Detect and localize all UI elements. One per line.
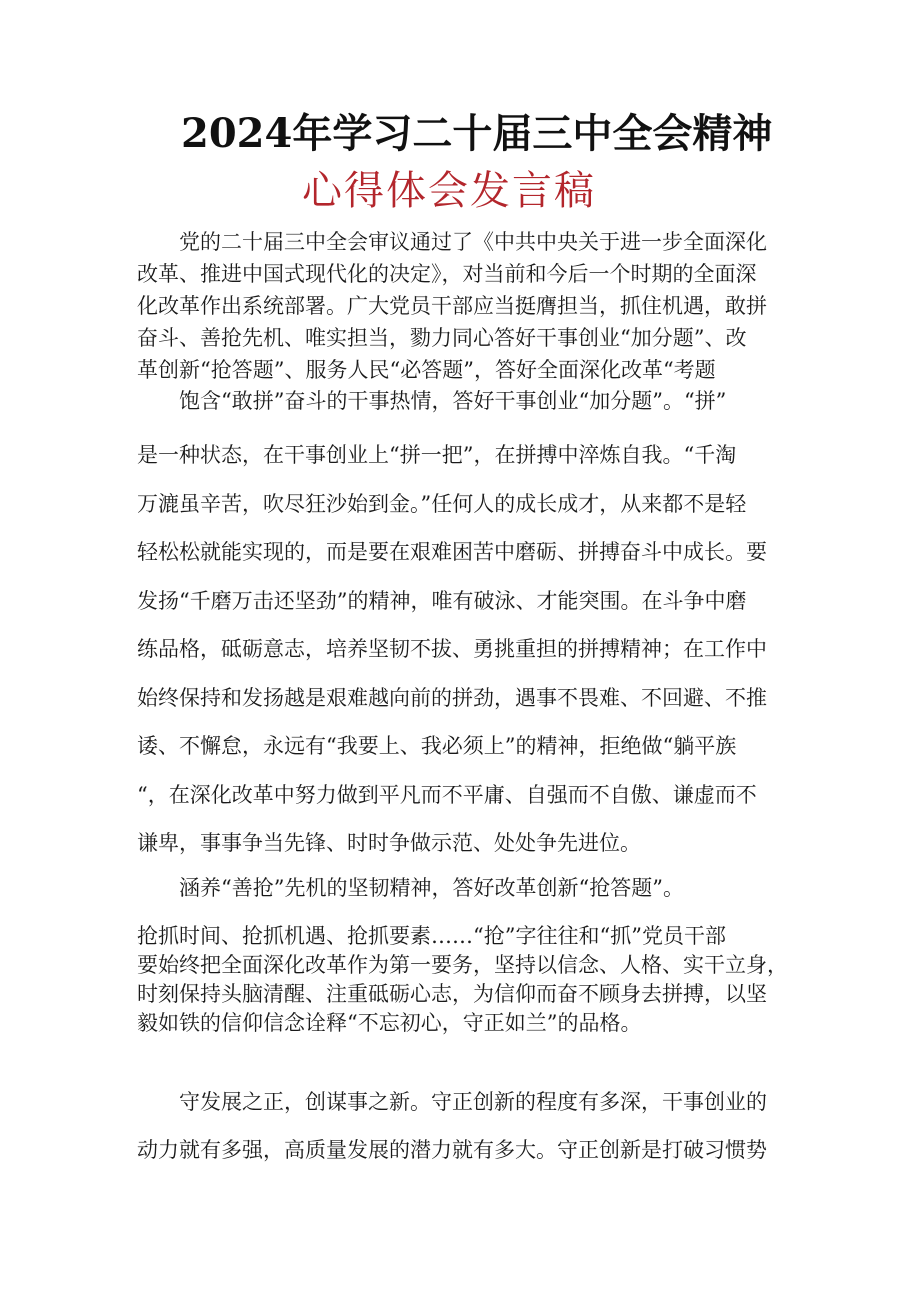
text-line: 革创新“抢答题”、服务人民“必答题”，答好全面深化改革“考题	[137, 358, 716, 382]
text-line: 谦卑，事事争当先锋、时时争做示范、处处争先进位。	[137, 831, 641, 855]
text-line: 练品格，砥砺意志，培养坚韧不拔、勇挑重担的拼搏精神；在工作中	[137, 637, 767, 661]
section-heading-seize-opportunity	[137, 872, 684, 904]
text-line: 毅如铁的信仰信念诠释“不忘初心，守正如兰”的品格。	[137, 1011, 642, 1035]
text-line: 奋斗、善抢先机、唯实担当，勠力同心答好干事创业“加分题”、改	[137, 326, 747, 350]
text-line: 轻松松就能实现的，而是要在艰难困苦中磨砺、拼搏奋斗中成长。要	[137, 540, 767, 564]
text-line: 抢抓时间、抢抓机遇、抢抓要素……“抢”字往往和“抓”党员干部	[137, 924, 726, 948]
text-line: 发扬“千磨万击还坚劲”的精神，唯有破泳、才能突围。在斗争中磨	[137, 588, 747, 613]
paragraph-dare-to-strive	[137, 431, 767, 868]
document-subtitle: 心得体会发言稿	[302, 168, 596, 214]
text-line: 时刻保持头脑清醒、注重砥砺心志，为信仰而奋不顾身去拼搏，以坚	[137, 982, 767, 1006]
text-line: 万漉虽辛苦，吹尽狂沙始到金。”任何人的成长成才，从来都不是轻	[137, 491, 747, 516]
text-line: 诿、不懈怠，永远有“我要上、我必须上”的精神，拒绝做“躺平族	[137, 734, 737, 758]
text-line: 党的二十届三中全会审议通过了《中共中央关于进一步全面深化	[137, 230, 767, 254]
text-line: 涵养“善抢”先机的坚韧精神，答好改革创新“抢答题”。	[137, 876, 684, 900]
text-line: 守发展之正，创谋事之新。守正创新的程度有多深，干事创业的	[137, 1090, 767, 1114]
text-line: 饱含“敢拼”奋斗的干事热情，答好干事创业“加分题”。“拼”	[137, 389, 727, 413]
paragraph-innovation	[137, 1078, 767, 1174]
text-line: “，在深化改革中努力做到平凡而不平庸、自强而不自傲、谦虚而不	[137, 782, 757, 807]
document-title: 2024年学习二十届三中全会精神	[181, 110, 773, 157]
text-line: 要始终把全面深化改革作为第一要务，坚持以信念、人格、实干立身，	[137, 953, 788, 977]
text-line: 动力就有多强，高质量发展的潜力就有多大。守正创新是打破习惯势	[137, 1138, 767, 1162]
text-line: 是一种状态，在干事创业上“拼一把”，在拼搏中淬炼自我。“千淘	[137, 443, 737, 467]
paragraph-intro	[137, 226, 767, 386]
text-line: 化改革作出系统部署。广大党员干部应当挺膺担当，抓住机遇，敢拼	[137, 294, 767, 318]
text-line: 改革、推进中国式现代化的决定》，对当前和今后一个时期的全面深	[137, 262, 757, 286]
section-heading-dare-to-strive	[137, 383, 726, 419]
text-line: 始终保持和发扬越是艰难越向前的拼劲，遇事不畏难、不回避、不推	[137, 685, 767, 710]
paragraph-seize-opportunity	[137, 922, 788, 1038]
